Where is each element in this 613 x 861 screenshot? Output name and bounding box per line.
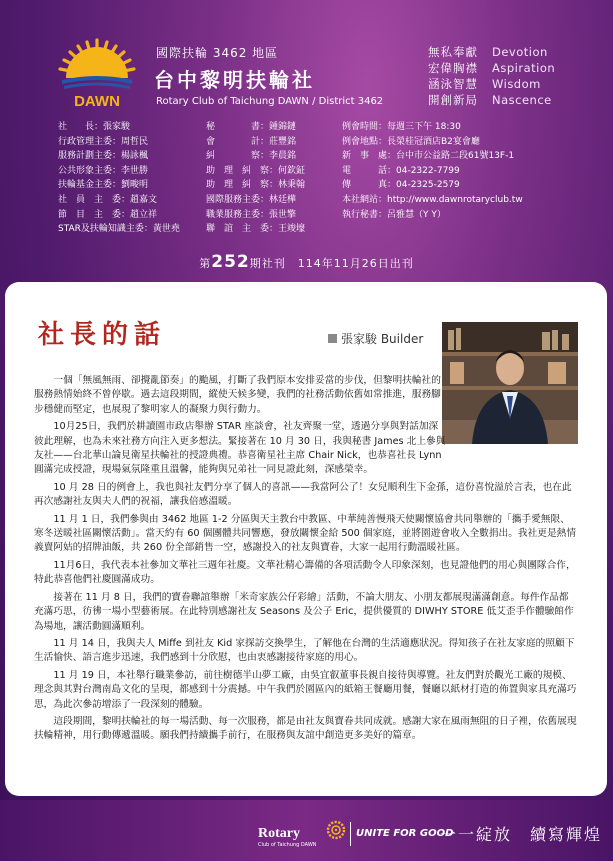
officers-column-1: 社 長：張家駿 行政管理主委：周哲民 服務計劃主委：楊詠楓 公共形象主委：李世勝 扶輪基金主委：劉畯明 社 員 主 委：趙嘉文 節 目 主 委：趙立祥 STAR及扶輪知識主委：黃世堯	[58, 122, 180, 235]
article-body	[34, 374, 578, 747]
motto-list	[428, 44, 555, 108]
club-name-en: Rotary Club of Taichung DAWN / District 3462	[156, 96, 384, 107]
website-link[interactable]: 本社網站：http://www.dawnrotaryclub.tw	[342, 194, 523, 205]
motto-row: 涵泳智慧 Wisdom	[428, 77, 541, 91]
rotary-wheel-icon	[326, 820, 346, 840]
motto-row: 無私奉獻 Devotion	[428, 45, 548, 59]
club-name-zh: 台中黎明扶輪社	[154, 68, 315, 92]
svg-text:DAWN: DAWN	[74, 93, 120, 110]
issue-banner: 第252期社刊 114年11月26日出刊	[199, 252, 414, 272]
article-title: 社長的話	[38, 320, 167, 350]
dawn-logo-icon	[54, 34, 140, 112]
article-paragraph: 接著在 11 月 8 日，我們的寶眷聯誼舉辦「米奇家族公仔彩繪」活動，不論大朋友、小朋友都展現滿滿創意。每件作品都充滿巧思，彷彿一場小型藝術展。在此特別感謝社友 Seasons 及公子 Eric，提供優質的 DIWHY STORE 低艾歪手作體驗館作為場地，讓活動圓滿順利。	[34, 591, 574, 632]
officers-column-2: 秘 書：鍾錦鏈 會 計：莊豐銘 糾 察：李晨銘 助 理 糾 察：何欽鉦 助 理 糾 察：林秉翰 國際服務主委：林廷樺 職業服務主委：張世擎 聯 誼 主 委：王竣壕	[206, 122, 306, 235]
article-author: 張家駿 Builder	[328, 330, 423, 347]
footer-divider	[350, 822, 351, 846]
issue-number: 252	[211, 252, 250, 272]
unite-for-good-tagline: UNITE FOR GOOD	[356, 828, 454, 839]
article-paragraph: 11 月 1 日，我們參與由 3462 地區 1-2 分區與天主教台中教區、中華純善慢飛天使關懷協會共同舉辦的「攜手愛無限、寒冬送暖社區關懷活動」。當天約有 60 個團體共同響應，發放關懷金給 500 個家庭，並將園遊會收入全數捐出。我社更是熱情義賣阿姑的招牌油飯，共 260 份全部銷售一空，感謝投入的社友與寶眷，大家一起用行動溫暖社區。	[34, 513, 577, 554]
article-paragraph: 10月25日，我們於耕讀園市政店舉辦 STAR 座談會，社友齊聚一堂，透過分享與對話加深彼此理解，也為未來社務方向注入更多想法。緊接著在 10 月 30 日，我與秘書 James 北上參與友社——台北華山論見衛星扶輪社的授證典禮。恭喜衛星社主席 Chair Nick，也恭喜社長 Lynn 圓滿完成授證，現場氣氛隆重且溫馨，能夠與兄弟社一同見證此刻，深感榮幸。	[34, 421, 446, 476]
footer-slogan: 一一綻放 續寫輝煌	[440, 825, 603, 844]
rotary-wordmark: Rotary	[258, 826, 300, 841]
square-bullet-icon	[328, 334, 337, 343]
article-paragraph: 10 月 28 日的例會上，我也與社友們分享了個人的喜訊——我當阿公了！女兒順利生下金孫，這份喜悅溢於言表，也在此再次感謝社友與夫人們的祝福，讓我倍感溫暖。	[34, 481, 572, 508]
rotary-club-sub: Club of Taichung DAWN	[258, 842, 317, 848]
motto-row: 宏偉胸襟 Aspiration	[428, 61, 556, 75]
article-paragraph: 11 月 14 日，我與夫人 Miffe 到社友 Kid 家探訪交換學生，了解他在台灣的生活適應狀況。得知孩子在社友家庭的照顧下生活愉快、語言進步迅速，我們感到十分欣慰，也由衷感謝接待家庭的用心。	[34, 637, 575, 664]
article-paragraph: 這段期間，黎明扶輪社的每一場活動、每一次服務，都是由社友與寶眷共同成就。感謝大家在風雨無阻的日子裡，依舊展現扶輪精神，用行動傳遞溫暖。願我們持續攜手前行，在服務與友誼中創造更多美好的篇章。	[34, 715, 577, 742]
article-paragraph: 11 月 19 日，本社舉行職業參訪，前往樹德半山夢工廠，由吳宜叡董事長親自接待與導覽。社友們對於觀光工廠的規模、理念與其對台灣南島文化的呈現，都感到十分震撼。中午我們於園區內的紙箱王餐廳用餐，餐廳以紙材打造的佈置與家具充滿巧思，為此次參訪增添了一段深刻的體驗。	[34, 669, 577, 710]
district-label: 國際扶輪 3462 地區	[156, 46, 279, 60]
article-paragraph: 11月6日，我代表本社參加文華社三週年社慶。文華社精心籌備的各項活動令人印象深刻，也見證他們的用心與團隊合作，特此恭喜他們社慶圓滿成功。	[34, 559, 576, 586]
meeting-info-column: 例會時間：每週三下午 18:30 例會地點：長榮桂冠酒店B2宴會廳 新 事 處：台中市公益路二段61號13F-1 電 話：04-2322-7799 傳 真：04-2325-2579 本社網站：http://www.dawnrotaryclub.tw 執行秘書：呂雅慧（Y Y）	[342, 122, 523, 220]
motto-row: 開創新局 Nascence	[428, 93, 552, 107]
article-paragraph: 一個「無風無雨、卻攪亂節奏」的颱風，打斷了我們原本安排妥當的步伐，但黎明扶輪社的服務熱情始終不曾停歇。過去這段期間，縱使天候多變，我們的社務活動依舊如常推進，服務腳步穩健而堅定，也展現了黎明家人的凝聚力與行動力。	[34, 375, 441, 415]
